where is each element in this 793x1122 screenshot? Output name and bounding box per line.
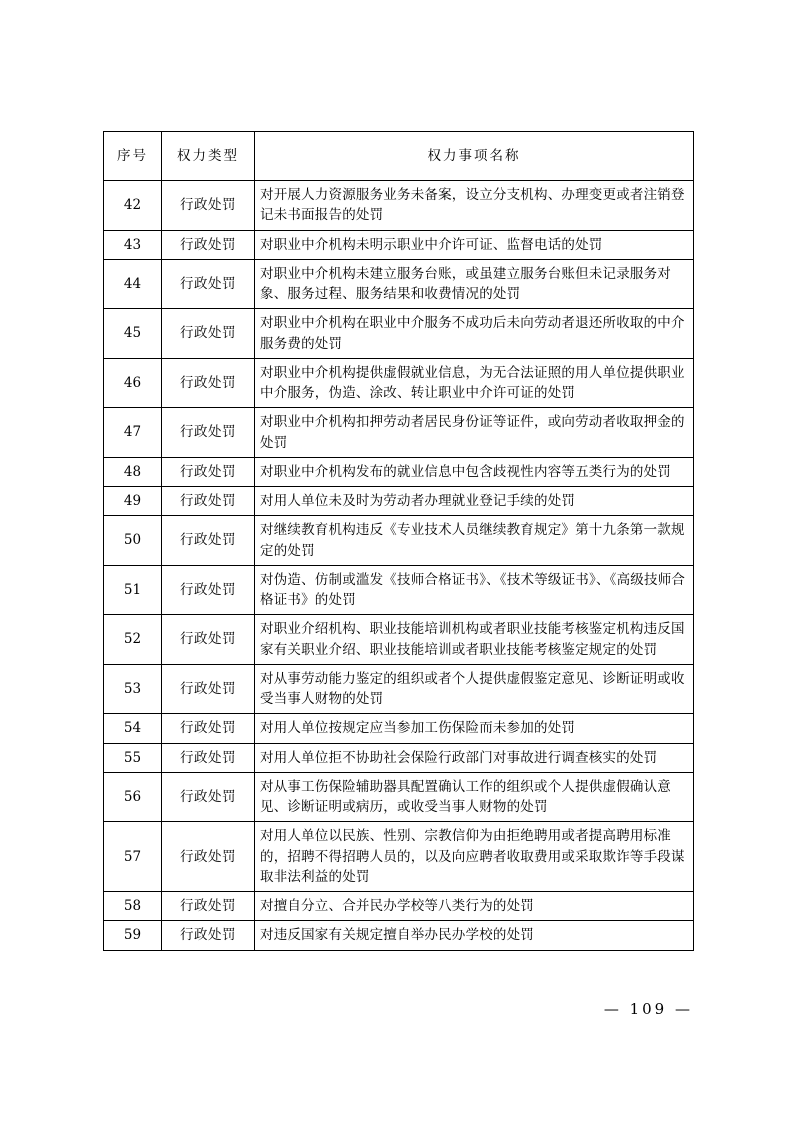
cell-power-item-name: 对继续教育机构违反《专业技术人员继续教育规定》第十九条第一款规定的处罚 [255, 516, 694, 566]
cell-power-item-name: 对用人单位未及时为劳动者办理就业登记手续的处罚 [255, 487, 694, 516]
cell-sequence-number: 50 [104, 516, 162, 566]
cell-sequence-number: 48 [104, 457, 162, 486]
cell-power-type: 行政处罚 [162, 457, 255, 486]
cell-power-type: 行政处罚 [162, 921, 255, 950]
cell-power-item-name: 对擅自分立、合并民办学校等八类行为的处罚 [255, 892, 694, 921]
table-row [104, 615, 694, 665]
cell-sequence-number: 56 [104, 772, 162, 822]
cell-power-type: 行政处罚 [162, 516, 255, 566]
cell-power-item-name: 对职业中介机构发布的就业信息中包含歧视性内容等五类行为的处罚 [255, 457, 694, 486]
cell-sequence-number: 52 [104, 615, 162, 665]
cell-power-type: 行政处罚 [162, 358, 255, 408]
cell-power-type: 行政处罚 [162, 181, 255, 231]
cell-power-item-name: 对用人单位拒不协助社会保险行政部门对事故进行调查核实的处罚 [255, 743, 694, 772]
cell-sequence-number: 54 [104, 714, 162, 743]
table-row [104, 408, 694, 458]
cell-power-item-name: 对职业介绍机构、职业技能培训机构或者职业技能考核鉴定机构违反国家有关职业介绍、职业技能培训或者职业技能考核鉴定规定的处罚 [255, 615, 694, 665]
cell-power-item-name: 对用人单位以民族、性别、宗教信仰为由拒绝聘用或者提高聘用标准的，招聘不得招聘人员的，以及向应聘者收取费用或采取欺诈等手段谋取非法利益的处罚 [255, 822, 694, 892]
cell-sequence-number: 49 [104, 487, 162, 516]
table-header-row [104, 132, 694, 181]
cell-power-type: 行政处罚 [162, 565, 255, 615]
table-row [104, 743, 694, 772]
cell-sequence-number: 51 [104, 565, 162, 615]
table-row [104, 921, 694, 950]
table-row [104, 487, 694, 516]
table-row [104, 892, 694, 921]
header-cell-name: 权力事项名称 [255, 132, 694, 181]
cell-power-type: 行政处罚 [162, 822, 255, 892]
cell-power-type: 行政处罚 [162, 487, 255, 516]
cell-power-item-name: 对职业中介机构提供虚假就业信息，为无合法证照的用人单位提供职业中介服务，伪造、涂改、转让职业中介许可证的处罚 [255, 358, 694, 408]
cell-power-item-name: 对职业中介机构在职业中介服务不成功后未向劳动者退还所收取的中介服务费的处罚 [255, 309, 694, 359]
header-cell-seq: 序号 [104, 132, 162, 181]
table-row [104, 457, 694, 486]
cell-power-item-name: 对用人单位按规定应当参加工伤保险而未参加的处罚 [255, 714, 694, 743]
cell-sequence-number: 44 [104, 259, 162, 309]
cell-power-type: 行政处罚 [162, 892, 255, 921]
cell-sequence-number: 57 [104, 822, 162, 892]
table-row [104, 822, 694, 892]
cell-sequence-number: 42 [104, 181, 162, 231]
cell-sequence-number: 45 [104, 309, 162, 359]
cell-sequence-number: 55 [104, 743, 162, 772]
table-row [104, 516, 694, 566]
table-row [104, 714, 694, 743]
cell-power-item-name: 对职业中介机构未建立服务台账，或虽建立服务台账但未记录服务对象、服务过程、服务结果和收费情况的处罚 [255, 259, 694, 309]
power-items-table-container [103, 131, 693, 951]
table-row [104, 181, 694, 231]
cell-sequence-number: 59 [104, 921, 162, 950]
cell-power-type: 行政处罚 [162, 408, 255, 458]
table-row [104, 772, 694, 822]
cell-sequence-number: 58 [104, 892, 162, 921]
cell-power-type: 行政处罚 [162, 230, 255, 259]
cell-power-type: 行政处罚 [162, 714, 255, 743]
cell-sequence-number: 53 [104, 664, 162, 714]
cell-power-type: 行政处罚 [162, 664, 255, 714]
cell-power-item-name: 对违反国家有关规定擅自举办民办学校的处罚 [255, 921, 694, 950]
cell-sequence-number: 47 [104, 408, 162, 458]
cell-power-item-name: 对伪造、仿制或滥发《技师合格证书》、《技术等级证书》、《高级技师合格证书》的处罚 [255, 565, 694, 615]
cell-power-item-name: 对职业中介机构扣押劳动者居民身份证等证件，或向劳动者收取押金的处罚 [255, 408, 694, 458]
table-row [104, 358, 694, 408]
cell-power-type: 行政处罚 [162, 772, 255, 822]
cell-sequence-number: 43 [104, 230, 162, 259]
cell-sequence-number: 46 [104, 358, 162, 408]
cell-power-item-name: 对开展人力资源服务业务未备案，设立分支机构、办理变更或者注销登记未书面报告的处罚 [255, 181, 694, 231]
table-row [104, 259, 694, 309]
cell-power-item-name: 对从事工伤保险辅助器具配置确认工作的组织或个人提供虚假确认意见、诊断证明或病历，或收受当事人财物的处罚 [255, 772, 694, 822]
cell-power-type: 行政处罚 [162, 743, 255, 772]
cell-power-item-name: 对从事劳动能力鉴定的组织或者个人提供虚假鉴定意见、诊断证明或收受当事人财物的处罚 [255, 664, 694, 714]
page-number: — 109 — [603, 1000, 693, 1018]
cell-power-type: 行政处罚 [162, 309, 255, 359]
cell-power-type: 行政处罚 [162, 259, 255, 309]
table-row [104, 664, 694, 714]
header-cell-type: 权力类型 [162, 132, 255, 181]
cell-power-type: 行政处罚 [162, 615, 255, 665]
table-row [104, 309, 694, 359]
table-row [104, 565, 694, 615]
cell-power-item-name: 对职业中介机构未明示职业中介许可证、监督电话的处罚 [255, 230, 694, 259]
power-items-table [103, 131, 694, 951]
table-row [104, 230, 694, 259]
